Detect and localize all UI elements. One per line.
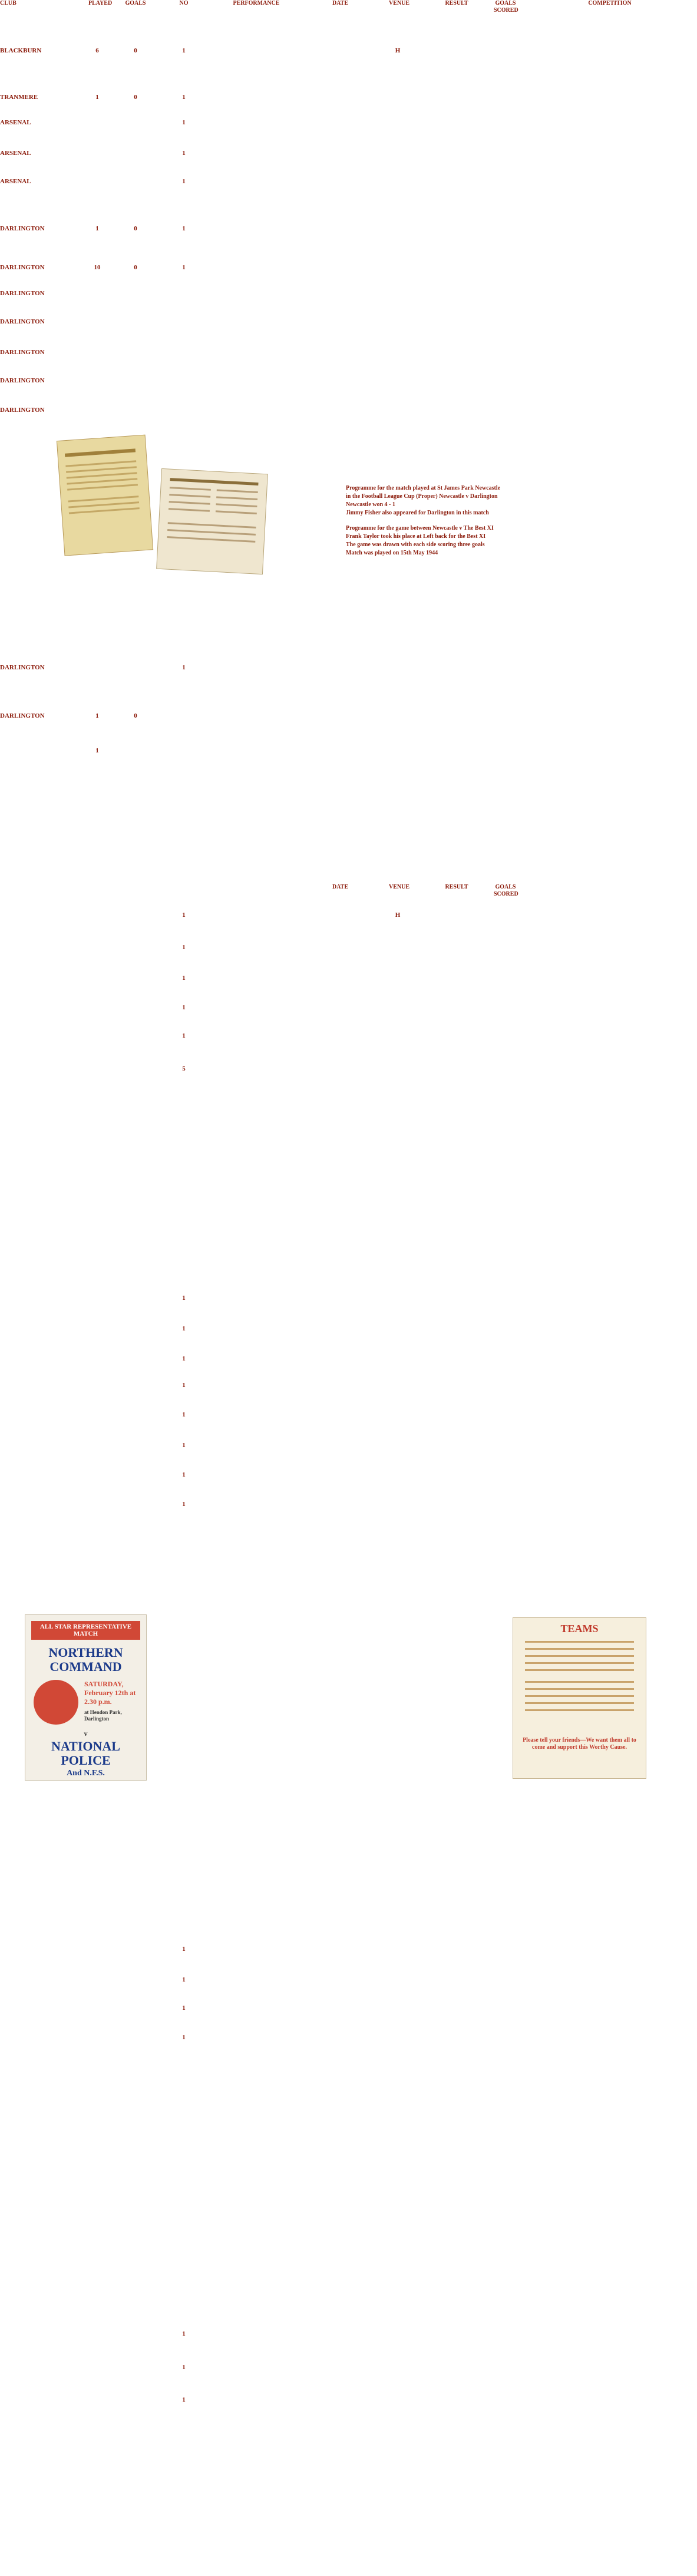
cell-club: DARLINGTON [0, 290, 45, 297]
table-row [0, 1293, 697, 1303]
table-row [0, 1381, 697, 1390]
cell-num: 1 [182, 2004, 186, 2012]
table-row [0, 1470, 697, 1479]
cell-club: DARLINGTON [0, 664, 45, 671]
table-row [0, 289, 697, 298]
cell-club: DARLINGTON [0, 318, 45, 325]
cell-num: 1 [182, 1294, 186, 1302]
table-row [0, 1003, 697, 1012]
cell-num: 1 [182, 1442, 186, 1449]
cell-played: 1 [95, 747, 99, 754]
col-goals-scored: GOALS SCORED [494, 0, 518, 14]
table-row [0, 1500, 697, 1509]
caption-1-line: in the Football League Cup (Proper) Newcastle v Darlington [346, 493, 498, 500]
cell-num: 1 [182, 664, 186, 671]
caption-1-line: Jimmy Fisher also appeared for Darlington in this match [346, 510, 489, 516]
cell-num: 1 [182, 94, 186, 101]
note-club: DARLINGTON [0, 407, 45, 414]
table-row [0, 2329, 697, 2339]
table-row [0, 1031, 697, 1041]
table-row [0, 2395, 697, 2405]
teams-card-footer: Please tell your friends—We want them all to come and support this Worthy Cause. [523, 1737, 636, 1751]
cell-num: 1 [182, 178, 186, 185]
cell-goals: 0 [134, 94, 137, 101]
col-venue: VENUE [389, 0, 410, 6]
caption-2-line: Programme for the game between Newcastle v The Best XI [346, 525, 494, 531]
caption-1 [346, 484, 500, 517]
cell-played: 1 [95, 712, 99, 719]
table-row [0, 1975, 697, 1984]
poster-v: v [84, 1729, 88, 1738]
cell-num: 1 [182, 1976, 186, 1983]
cell-club: ARSENAL [0, 150, 31, 157]
col-result: RESULT [445, 884, 468, 890]
cell-club: ARSENAL [0, 178, 31, 185]
cell-num: 1 [182, 1946, 186, 1953]
table-row [0, 93, 697, 102]
table-row [0, 943, 697, 952]
table-row [0, 746, 697, 755]
table-row [0, 348, 697, 357]
col-date: DATE [332, 0, 349, 6]
caption-2-line: The game was drawn with each side scoring three goals [346, 541, 485, 548]
cell-num: 1 [182, 1032, 186, 1039]
table-row [0, 317, 697, 326]
cell-goals: 0 [134, 47, 137, 54]
programme-photo-2 [153, 465, 271, 577]
table-row [0, 2003, 697, 2013]
cell-club: DARLINGTON [0, 225, 45, 232]
cell-num: 1 [182, 1355, 186, 1362]
cell-played: 1 [95, 225, 99, 232]
cell-num: 1 [182, 150, 186, 157]
total-num: 5 [182, 1065, 186, 1072]
col-date: DATE [332, 884, 349, 890]
caption-2-line: Frank Taylor took his place at Left back for the Best XI [346, 533, 486, 540]
cell-num: 1 [182, 1382, 186, 1389]
cell-num: 1 [182, 47, 186, 54]
col-goals: GOALS [125, 0, 146, 6]
table-row [0, 263, 697, 272]
col-result: RESULT [445, 0, 468, 6]
cell-num: 1 [182, 1325, 186, 1332]
table-row [0, 2033, 697, 2042]
teams-card-lines [513, 1635, 646, 1735]
caption-2 [346, 524, 494, 557]
football-icon [34, 1680, 78, 1725]
cell-num: 1 [182, 119, 186, 126]
cell-club: DARLINGTON [0, 377, 45, 384]
table-row [0, 1944, 697, 1954]
caption-2-line: Match was played on 15th May 1944 [346, 550, 438, 556]
table-row [0, 1441, 697, 1450]
cell-num: 1 [182, 2396, 186, 2403]
cell-goals: 0 [134, 712, 137, 719]
table-row [0, 224, 697, 233]
rep-header-row [0, 884, 697, 901]
cell-num: 1 [182, 975, 186, 982]
programme-photo-1 [56, 433, 156, 557]
table-row [0, 2363, 697, 2372]
cell-num: 1 [182, 2034, 186, 2041]
cell-club: ARSENAL [0, 119, 31, 126]
cell-club: BLACKBURN [0, 47, 42, 54]
poster-team-b: NATIONAL POLICE [51, 1739, 120, 1768]
poster-team-a: NORTHERN COMMAND [48, 1645, 123, 1674]
match-poster [25, 1614, 147, 1781]
table-row [0, 1410, 697, 1419]
table-row [0, 973, 697, 983]
table-row [0, 711, 697, 721]
cell-club: DARLINGTON [0, 264, 45, 271]
table-row [0, 910, 697, 920]
cell-num: 1 [182, 1004, 186, 1011]
poster-date: SATURDAY, February 12th at 2.30 p.m. [84, 1680, 136, 1706]
cell-goals: 0 [134, 264, 137, 271]
teams-card [513, 1617, 646, 1779]
poster-team-b-sub: And N.F.S. [67, 1769, 105, 1778]
clubs-header-row [0, 0, 697, 18]
table-row [0, 118, 697, 127]
col-goals-scored: GOALS SCORED [494, 884, 518, 897]
caption-1-line: Programme for the match played at St James Park Newcastle [346, 485, 501, 491]
table-row [0, 376, 697, 385]
cell-played: 10 [94, 264, 101, 271]
table-row [0, 1354, 697, 1363]
col-competition: COMPETITION [588, 0, 632, 6]
col-venue: VENUE [389, 884, 410, 890]
darlington-note-row [0, 405, 697, 415]
cell-num: 1 [182, 1471, 186, 1478]
teams-card-title: TEAMS [560, 1623, 599, 1634]
table-row [0, 1324, 697, 1333]
cell-played: 1 [95, 94, 99, 101]
poster-banner: ALL STAR REPRESENTATIVE MATCH [31, 1621, 140, 1640]
poster-venue: at Hendon Park, Darlington [84, 1709, 122, 1722]
table-row [0, 46, 697, 55]
rep-total-row [0, 1064, 697, 1074]
cell-num: 1 [182, 911, 186, 919]
cell-num: 1 [182, 1501, 186, 1508]
cell-goals: 0 [134, 225, 137, 232]
cell-num: 1 [182, 264, 186, 271]
cell-num: 1 [182, 2364, 186, 2371]
cell-num: 1 [182, 225, 186, 232]
table-row [0, 177, 697, 186]
col-num: NO [179, 0, 189, 6]
cell-club: TRANMERE [0, 94, 38, 101]
cell-played: 6 [95, 47, 99, 54]
cell-num: 1 [182, 1411, 186, 1418]
cell-club: DARLINGTON [0, 712, 45, 719]
cell-club: DARLINGTON [0, 349, 45, 356]
col-played: PLAYED [88, 0, 113, 6]
table-row [0, 663, 697, 672]
cell-venue: H [395, 47, 401, 54]
caption-1-line: Newcastle won 4 - 1 [346, 501, 395, 508]
table-row [0, 148, 697, 158]
cell-num: 1 [182, 944, 186, 951]
col-club: CLUB [0, 0, 16, 6]
cell-num: 1 [182, 2330, 186, 2337]
col-performance: PERFORMANCE [233, 0, 280, 6]
cell-venue: H [395, 911, 401, 919]
